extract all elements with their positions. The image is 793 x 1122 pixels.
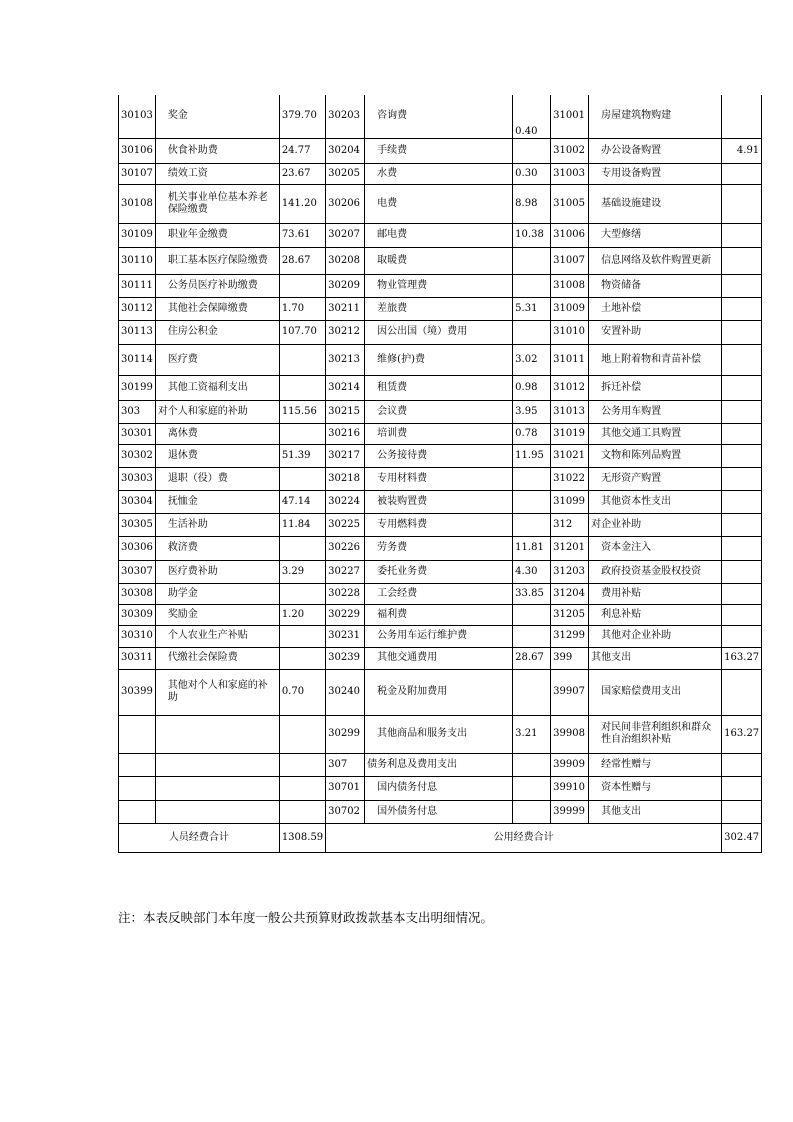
cell-name-b: 其他交通费用 — [365, 647, 513, 669]
cell-code-b: 30216 — [326, 423, 365, 444]
cell-code-b: 30702 — [326, 800, 365, 823]
table-row — [119, 95, 762, 138]
cell-name-a — [155, 800, 279, 823]
cell-code-c: 39909 — [551, 753, 589, 776]
cell-name-b: 债务利息及费用支出 — [365, 753, 513, 776]
cell-name-b: 税金及附加费用 — [365, 669, 513, 715]
cell-amount-c — [722, 297, 762, 320]
cell-amount-b: 3.02 — [513, 344, 551, 375]
cell-code-b: 30209 — [326, 274, 365, 297]
cell-name-b: 其他商品和服务支出 — [365, 715, 513, 753]
cell-name-a: 奖励金 — [155, 604, 279, 625]
cell-code-a: 303 — [119, 400, 156, 423]
cell-amount-b — [513, 669, 551, 715]
cell-name-c: 房屋建筑物购建 — [589, 95, 722, 138]
cell-code-a: 30112 — [119, 297, 156, 320]
cell-name-b: 手续费 — [365, 138, 513, 163]
cell-name-b: 咨询费 — [365, 95, 513, 138]
cell-code-c: 39908 — [551, 715, 589, 753]
cell-name-a: 机关事业单位基本养老保险缴费 — [155, 184, 279, 223]
cell-code-c: 31203 — [551, 560, 589, 583]
cell-name-c: 政府投资基金股权投资 — [589, 560, 722, 583]
cell-amount-b: 11.95 — [513, 444, 551, 467]
cell-name-b: 国外债务付息 — [365, 800, 513, 823]
cell-code-a: 30310 — [119, 625, 156, 647]
cell-code-c: 31001 — [551, 95, 589, 138]
public-total-label: 公用经费合计 — [326, 823, 722, 852]
cell-code-b: 30205 — [326, 163, 365, 184]
cell-name-a: 生活补助 — [155, 513, 279, 536]
cell-amount-b: 0.98 — [513, 375, 551, 400]
table-row — [119, 669, 762, 715]
cell-code-b: 30227 — [326, 560, 365, 583]
table-row — [119, 800, 762, 823]
cell-name-a — [155, 776, 279, 800]
cell-name-b: 差旅费 — [365, 297, 513, 320]
cell-amount-b: 0.40 — [513, 95, 551, 138]
cell-amount-c — [722, 95, 762, 138]
cell-amount-c — [722, 423, 762, 444]
cell-code-a: 30399 — [119, 669, 156, 715]
cell-code-a: 30311 — [119, 647, 156, 669]
cell-name-c: 拆迁补偿 — [589, 375, 722, 400]
cell-name-c: 对民间非营利组织和群众性自治组织补贴 — [589, 715, 722, 753]
cell-name-c: 公务用车购置 — [589, 400, 722, 423]
cell-name-b: 公务接待费 — [365, 444, 513, 467]
cell-code-a: 30304 — [119, 490, 156, 513]
cell-amount-b — [513, 800, 551, 823]
cell-code-b: 30229 — [326, 604, 365, 625]
cell-name-c: 其他对企业补助 — [589, 625, 722, 647]
cell-code-c: 31010 — [551, 320, 589, 344]
table-row — [119, 444, 762, 467]
cell-code-c: 31019 — [551, 423, 589, 444]
cell-amount-b: 11.81 — [513, 536, 551, 560]
cell-amount-c — [722, 604, 762, 625]
cell-code-c: 31013 — [551, 400, 589, 423]
table-row — [119, 560, 762, 583]
cell-amount-b — [513, 776, 551, 800]
personnel-total-value: 1308.59 — [279, 823, 325, 852]
cell-amount-a — [279, 375, 325, 400]
cell-name-b: 电费 — [365, 184, 513, 223]
cell-amount-b: 0.78 — [513, 423, 551, 444]
cell-code-c: 31201 — [551, 536, 589, 560]
cell-amount-a: 47.14 — [279, 490, 325, 513]
cell-amount-b — [513, 753, 551, 776]
cell-amount-a — [279, 423, 325, 444]
cell-amount-a: 3.29 — [279, 560, 325, 583]
cell-amount-c — [722, 625, 762, 647]
cell-code-a: 30111 — [119, 274, 156, 297]
cell-name-c: 安置补助 — [589, 320, 722, 344]
table-row — [119, 184, 762, 223]
totals-row — [119, 823, 762, 852]
cell-amount-b: 4.30 — [513, 560, 551, 583]
cell-amount-a — [279, 274, 325, 297]
cell-code-a: 30110 — [119, 247, 156, 274]
cell-amount-c — [722, 320, 762, 344]
cell-amount-b — [513, 490, 551, 513]
cell-amount-a: 73.61 — [279, 223, 325, 247]
cell-name-a: 绩效工资 — [155, 163, 279, 184]
table-row — [119, 163, 762, 184]
cell-name-a: 职工基本医疗保险缴费 — [155, 247, 279, 274]
cell-name-c: 文物和陈列品购置 — [589, 444, 722, 467]
cell-name-a: 医疗费 — [155, 344, 279, 375]
cell-code-a — [119, 800, 156, 823]
cell-name-c: 信息网络及软件购置更新 — [589, 247, 722, 274]
table-row — [119, 776, 762, 800]
cell-name-b: 被装购置费 — [365, 490, 513, 513]
cell-name-a: 伙食补助费 — [155, 138, 279, 163]
cell-code-b: 30240 — [326, 669, 365, 715]
cell-amount-b: 10.38 — [513, 223, 551, 247]
cell-name-a: 退休费 — [155, 444, 279, 467]
cell-amount-c — [722, 583, 762, 604]
cell-code-a: 30303 — [119, 467, 156, 490]
cell-code-c: 31002 — [551, 138, 589, 163]
cell-code-a: 30308 — [119, 583, 156, 604]
cell-amount-a: 115.56 — [279, 400, 325, 423]
cell-amount-b: 33.85 — [513, 583, 551, 604]
cell-name-b: 公务用车运行维护费 — [365, 625, 513, 647]
cell-amount-c — [722, 536, 762, 560]
cell-amount-c: 4.91 — [722, 138, 762, 163]
cell-amount-c — [722, 800, 762, 823]
cell-code-c: 31007 — [551, 247, 589, 274]
cell-amount-c — [722, 163, 762, 184]
cell-code-b: 30225 — [326, 513, 365, 536]
cell-amount-b — [513, 604, 551, 625]
cell-amount-a — [279, 715, 325, 753]
table-row — [119, 274, 762, 297]
cell-name-a: 代缴社会保险费 — [155, 647, 279, 669]
cell-name-b: 培训费 — [365, 423, 513, 444]
cell-code-c: 31008 — [551, 274, 589, 297]
cell-code-b: 30207 — [326, 223, 365, 247]
cell-amount-c — [722, 776, 762, 800]
cell-name-b: 物业管理费 — [365, 274, 513, 297]
cell-name-a: 其他工资福利支出 — [155, 375, 279, 400]
cell-code-c: 31011 — [551, 344, 589, 375]
cell-amount-b — [513, 138, 551, 163]
cell-name-a: 助学金 — [155, 583, 279, 604]
cell-code-c: 31012 — [551, 375, 589, 400]
cell-code-b: 30204 — [326, 138, 365, 163]
cell-code-a: 30307 — [119, 560, 156, 583]
cell-name-a: 医疗费补助 — [155, 560, 279, 583]
cell-code-c: 31205 — [551, 604, 589, 625]
cell-name-c: 土地补偿 — [589, 297, 722, 320]
cell-amount-c — [722, 400, 762, 423]
cell-name-b: 委托业务费 — [365, 560, 513, 583]
cell-amount-a: 141.20 — [279, 184, 325, 223]
cell-name-a: 公务员医疗补助缴费 — [155, 274, 279, 297]
cell-name-a: 抚恤金 — [155, 490, 279, 513]
cell-amount-a — [279, 583, 325, 604]
cell-code-b: 30701 — [326, 776, 365, 800]
cell-name-b: 劳务费 — [365, 536, 513, 560]
cell-code-c: 31204 — [551, 583, 589, 604]
cell-amount-c — [722, 467, 762, 490]
cell-code-b: 30226 — [326, 536, 365, 560]
cell-code-a: 30302 — [119, 444, 156, 467]
cell-name-a: 职业年金缴费 — [155, 223, 279, 247]
table-row — [119, 536, 762, 560]
cell-amount-b — [513, 247, 551, 274]
cell-amount-c — [722, 753, 762, 776]
cell-name-b: 水费 — [365, 163, 513, 184]
cell-amount-a: 28.67 — [279, 247, 325, 274]
table-row — [119, 320, 762, 344]
cell-amount-c — [722, 184, 762, 223]
cell-amount-a — [279, 647, 325, 669]
cell-amount-c — [722, 344, 762, 375]
table-body — [119, 95, 762, 823]
cell-name-c: 专用设备购置 — [589, 163, 722, 184]
table-row — [119, 490, 762, 513]
cell-code-c: 399 — [551, 647, 589, 669]
cell-name-c: 地上附着物和青苗补偿 — [589, 344, 722, 375]
cell-name-c: 费用补贴 — [589, 583, 722, 604]
cell-code-a: 30301 — [119, 423, 156, 444]
cell-code-b: 307 — [326, 753, 365, 776]
cell-code-a — [119, 753, 156, 776]
table-row — [119, 344, 762, 375]
cell-code-a: 30114 — [119, 344, 156, 375]
cell-name-c: 物资储备 — [589, 274, 722, 297]
cell-amount-b: 28.67 — [513, 647, 551, 669]
cell-amount-b — [513, 467, 551, 490]
table-row — [119, 247, 762, 274]
cell-code-b: 30215 — [326, 400, 365, 423]
table-row — [119, 138, 762, 163]
cell-amount-b: 0.30 — [513, 163, 551, 184]
table-row — [119, 223, 762, 247]
cell-name-a: 退职（役）费 — [155, 467, 279, 490]
cell-name-a: 救济费 — [155, 536, 279, 560]
cell-amount-b: 3.21 — [513, 715, 551, 753]
cell-name-a: 其他社会保障缴费 — [155, 297, 279, 320]
cell-name-c: 资本金注入 — [589, 536, 722, 560]
cell-code-b: 30231 — [326, 625, 365, 647]
table-row — [119, 715, 762, 753]
cell-amount-a: 24.77 — [279, 138, 325, 163]
table-row — [119, 297, 762, 320]
cell-name-a: 离休费 — [155, 423, 279, 444]
cell-name-a: 其他对个人和家庭的补助 — [155, 669, 279, 715]
cell-amount-c — [722, 247, 762, 274]
footnote: 注：本表反映部门本年度一般公共预算财政拨款基本支出明细情况。 — [118, 910, 494, 925]
personnel-total-label: 人员经费合计 — [119, 823, 280, 852]
table-row — [119, 375, 762, 400]
cell-amount-a — [279, 625, 325, 647]
cell-name-a — [155, 753, 279, 776]
cell-code-c: 31099 — [551, 490, 589, 513]
cell-amount-b — [513, 274, 551, 297]
cell-code-b: 30239 — [326, 647, 365, 669]
cell-name-c: 利息补贴 — [589, 604, 722, 625]
cell-amount-c — [722, 560, 762, 583]
cell-amount-a: 107.70 — [279, 320, 325, 344]
cell-amount-c — [722, 223, 762, 247]
cell-amount-b: 8.98 — [513, 184, 551, 223]
cell-amount-a — [279, 753, 325, 776]
table-row — [119, 647, 762, 669]
public-total-value: 302.47 — [722, 823, 762, 852]
cell-name-c: 资本性赠与 — [589, 776, 722, 800]
cell-code-a: 30309 — [119, 604, 156, 625]
cell-code-b: 30214 — [326, 375, 365, 400]
cell-name-c: 其他交通工具购置 — [589, 423, 722, 444]
cell-amount-a — [279, 344, 325, 375]
cell-code-a: 30109 — [119, 223, 156, 247]
table-row — [119, 753, 762, 776]
cell-name-b: 专用燃料费 — [365, 513, 513, 536]
cell-name-c: 其他资本性支出 — [589, 490, 722, 513]
cell-amount-c: 163.27 — [722, 647, 762, 669]
cell-code-a: 30113 — [119, 320, 156, 344]
table-row — [119, 400, 762, 423]
cell-code-b: 30206 — [326, 184, 365, 223]
cell-amount-a: 1.20 — [279, 604, 325, 625]
cell-amount-a — [279, 536, 325, 560]
cell-code-a: 30199 — [119, 375, 156, 400]
cell-name-a: 奖金 — [155, 95, 279, 138]
table-row — [119, 625, 762, 647]
cell-amount-a: 1.70 — [279, 297, 325, 320]
cell-code-c: 39999 — [551, 800, 589, 823]
cell-amount-a — [279, 800, 325, 823]
cell-name-c: 其他支出 — [589, 647, 722, 669]
cell-name-b: 因公出国（境）费用 — [365, 320, 513, 344]
cell-code-b: 30217 — [326, 444, 365, 467]
cell-code-a: 30107 — [119, 163, 156, 184]
table-row — [119, 423, 762, 444]
cell-code-b: 30224 — [326, 490, 365, 513]
cell-amount-c — [722, 513, 762, 536]
cell-name-c: 大型修缮 — [589, 223, 722, 247]
cell-code-c: 31009 — [551, 297, 589, 320]
cell-code-c: 31021 — [551, 444, 589, 467]
cell-amount-a: 23.67 — [279, 163, 325, 184]
cell-code-b: 30213 — [326, 344, 365, 375]
cell-amount-b — [513, 320, 551, 344]
cell-name-c: 无形资产购置 — [589, 467, 722, 490]
cell-name-a: 个人农业生产补贴 — [155, 625, 279, 647]
cell-name-a: 对个人和家庭的补助 — [155, 400, 279, 423]
cell-amount-c — [722, 274, 762, 297]
cell-code-c: 31299 — [551, 625, 589, 647]
cell-code-a: 30305 — [119, 513, 156, 536]
cell-name-b: 会议费 — [365, 400, 513, 423]
table-row — [119, 583, 762, 604]
cell-amount-a: 379.70 — [279, 95, 325, 138]
cell-code-c: 39907 — [551, 669, 589, 715]
cell-code-c: 31005 — [551, 184, 589, 223]
cell-name-a: 住房公积金 — [155, 320, 279, 344]
cell-amount-c: 163.27 — [722, 715, 762, 753]
table-row — [119, 467, 762, 490]
cell-name-b: 工会经费 — [365, 583, 513, 604]
cell-code-a: 30306 — [119, 536, 156, 560]
cell-amount-a — [279, 776, 325, 800]
cell-code-c: 312 — [551, 513, 589, 536]
table-row — [119, 513, 762, 536]
cell-code-b: 30208 — [326, 247, 365, 274]
cell-amount-b — [513, 513, 551, 536]
cell-code-a: 30108 — [119, 184, 156, 223]
cell-code-b: 30228 — [326, 583, 365, 604]
cell-name-b: 邮电费 — [365, 223, 513, 247]
cell-code-a — [119, 776, 156, 800]
table-row — [119, 604, 762, 625]
cell-amount-c — [722, 490, 762, 513]
cell-code-b: 30211 — [326, 297, 365, 320]
cell-name-c: 对企业补助 — [589, 513, 722, 536]
cell-code-c: 31022 — [551, 467, 589, 490]
cell-code-b: 30212 — [326, 320, 365, 344]
cell-amount-a — [279, 467, 325, 490]
cell-amount-c — [722, 444, 762, 467]
cell-name-c: 国家赔偿费用支出 — [589, 669, 722, 715]
cell-code-b: 30299 — [326, 715, 365, 753]
cell-name-b: 福利费 — [365, 604, 513, 625]
cell-code-b: 30203 — [326, 95, 365, 138]
cell-amount-c — [722, 669, 762, 715]
cell-amount-b — [513, 625, 551, 647]
cell-amount-a: 11.84 — [279, 513, 325, 536]
cell-name-b: 取暖费 — [365, 247, 513, 274]
cell-name-c: 办公设备购置 — [589, 138, 722, 163]
cell-amount-b: 3.95 — [513, 400, 551, 423]
cell-name-b: 维修(护)费 — [365, 344, 513, 375]
cell-amount-a: 51.39 — [279, 444, 325, 467]
expenditure-detail-table — [118, 95, 762, 853]
cell-name-b: 专用材料费 — [365, 467, 513, 490]
cell-code-a: 30106 — [119, 138, 156, 163]
cell-code-a — [119, 715, 156, 753]
cell-name-b: 国内债务付息 — [365, 776, 513, 800]
cell-amount-c — [722, 375, 762, 400]
cell-name-c: 经常性赠与 — [589, 753, 722, 776]
cell-name-a — [155, 715, 279, 753]
cell-name-c: 其他支出 — [589, 800, 722, 823]
cell-name-b: 租赁费 — [365, 375, 513, 400]
cell-code-c: 31006 — [551, 223, 589, 247]
cell-code-b: 30218 — [326, 467, 365, 490]
cell-name-c: 基础设施建设 — [589, 184, 722, 223]
cell-code-a: 30103 — [119, 95, 156, 138]
cell-code-c: 31003 — [551, 163, 589, 184]
cell-amount-b: 5.31 — [513, 297, 551, 320]
cell-code-c: 39910 — [551, 776, 589, 800]
cell-amount-a: 0.70 — [279, 669, 325, 715]
